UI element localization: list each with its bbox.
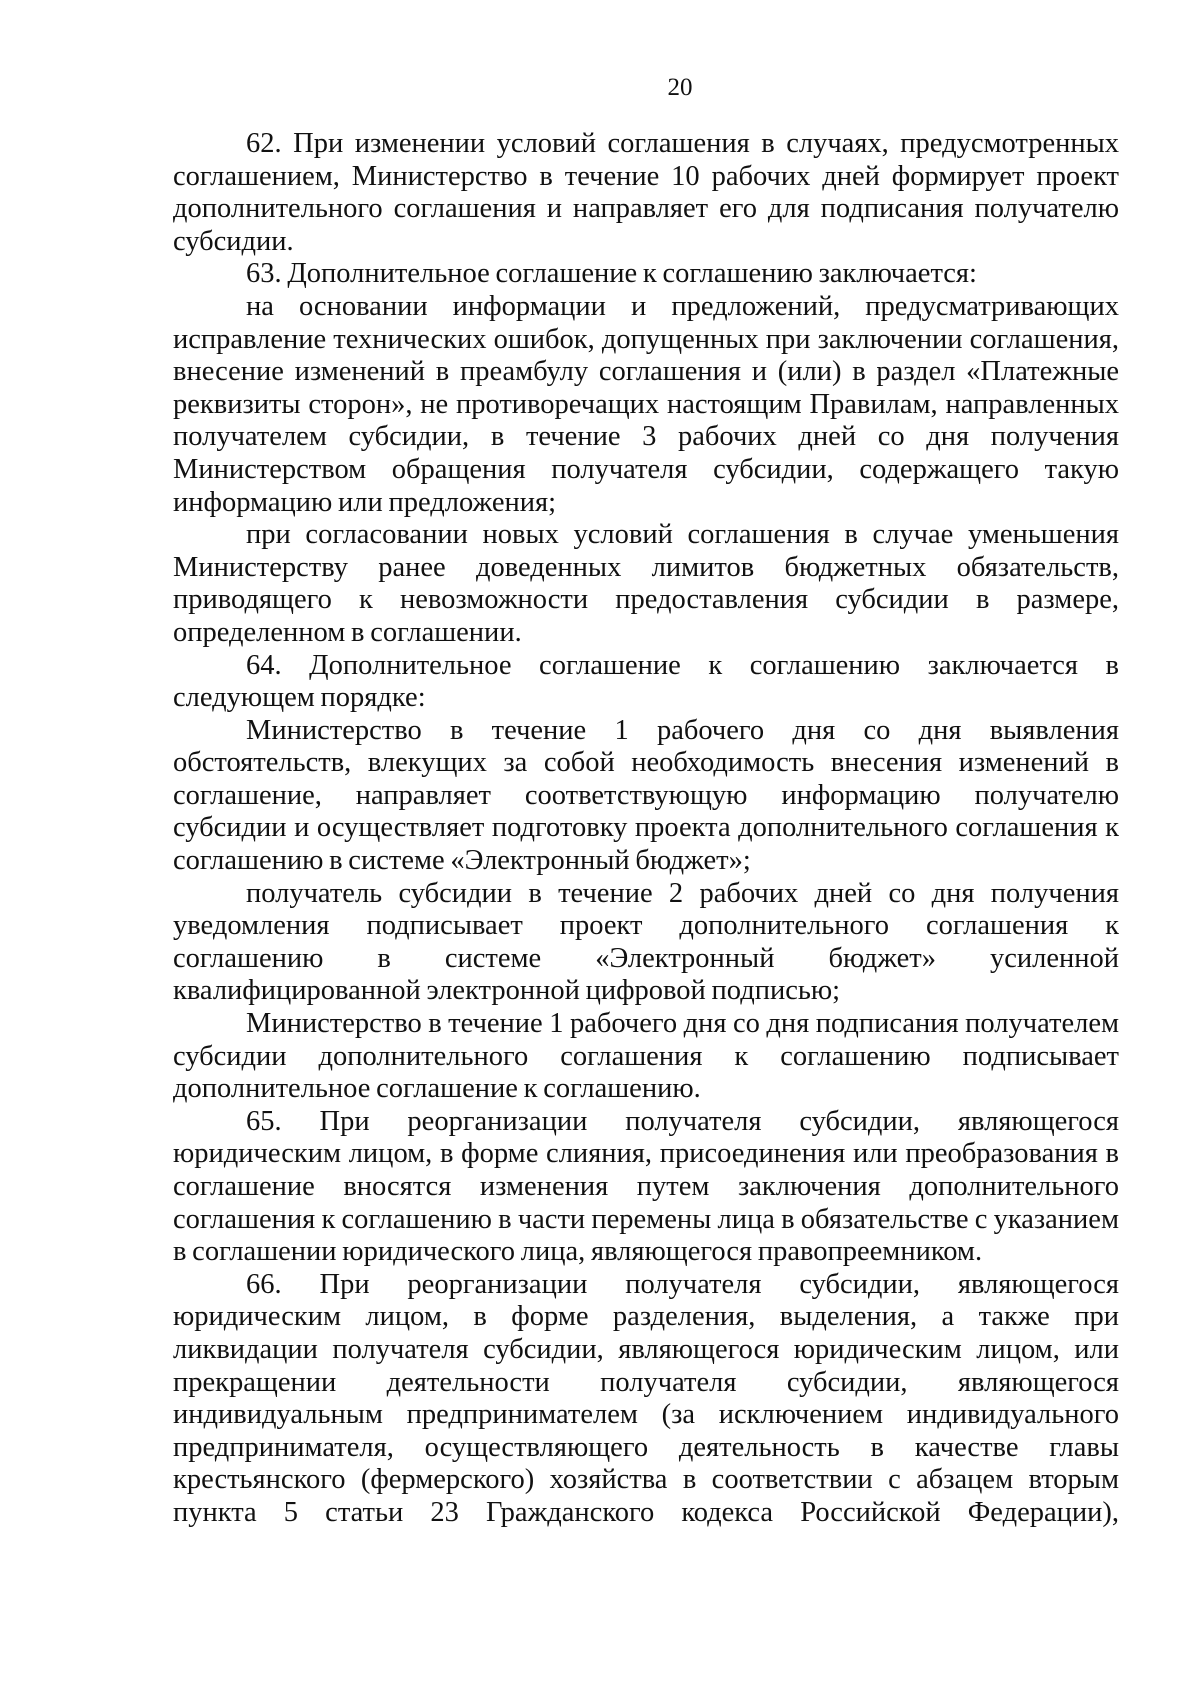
paragraph-62: 62. При изменении условий соглашения в случаях, предусмотренных соглашением, Министерство в течение 10 рабочих дней формирует проект дополнительного соглашения и направляет его для подписания получателю субсидии. <box>173 128 1119 257</box>
paragraph-64-item-3: Министерство в течение 1 рабочего дня со дня подписания получателем субсидии дополнительного соглашения к соглашению подписывает дополнительное соглашение к соглашению. <box>173 1008 1119 1105</box>
paragraph-64: 64. Дополнительное соглашение к соглашению заключается в следующем порядке: <box>173 649 1119 714</box>
paragraph-63: 63. Дополнительное соглашение к соглашению заключается: <box>246 258 977 290</box>
paragraph-64-item-2: получатель субсидии в течение 2 рабочих дней со дня получения уведомления подписывает проект дополнительного соглашения к соглашению в системе «Электронный бюджет» усиленной квалифицированной электронной цифровой подписью; <box>173 877 1119 1007</box>
page-number: 20 <box>667 74 693 101</box>
paragraph-65: 65. При реорганизации получателя субсидии, являющегося юридическим лицом, в форме слияния, присоединения или преобразования в соглашение вносятся изменения путем заключения дополнительного соглашения к соглашению в части перемены лица в обязательстве с указанием в соглашении юридического лица, являющегося правопреемником. <box>173 1105 1119 1268</box>
paragraph-64-item-1: Министерство в течение 1 рабочего дня со дня выявления обстоятельств, влекущих за собой необходимость внесения изменений в соглашение, направляет соответствующую информацию получателю субсидии и осуществляет подготовку проекта дополнительного соглашения к соглашению в системе «Электронный бюджет»; <box>173 714 1119 877</box>
paragraph-63-item-2: при согласовании новых условий соглашения в случае уменьшения Министерству ранее доведенных лимитов бюджетных обязательств, приводящего к невозможности предоставления субсидии в размере, определенном в соглашении. <box>173 519 1119 648</box>
document-body <box>173 128 1119 1530</box>
paragraph-66: 66. При реорганизации получателя субсидии, являющегося юридическим лицом, в форме разделения, выделения, а также при ликвидации получателя субсидии, являющегося юридическим лицом, или прекращении деятельности получателя субсидии, являющегося индивидуальным предпринимателем (за исключением индивидуального предпринимателя, осуществляющего деятельность в качестве главы крестьянского (фермерского) хозяйства в соответствии с абзацем вторым пункта 5 статьи 23 Гражданского кодекса Российской Федерации), <box>173 1268 1119 1528</box>
paragraph-63-item-1: на основании информации и предложений, предусматривающих исправление технических ошибок, допущенных при заключении соглашения, внесение изменений в преамбулу соглашения и (или) в раздел «Платежные реквизиты сторон», не противоречащих настоящим Правилам, направленных получателем субсидии, в течение 3 рабочих дней со дня получения Министерством обращения получателя субсидии, содержащего такую информацию или предложения; <box>173 290 1119 518</box>
